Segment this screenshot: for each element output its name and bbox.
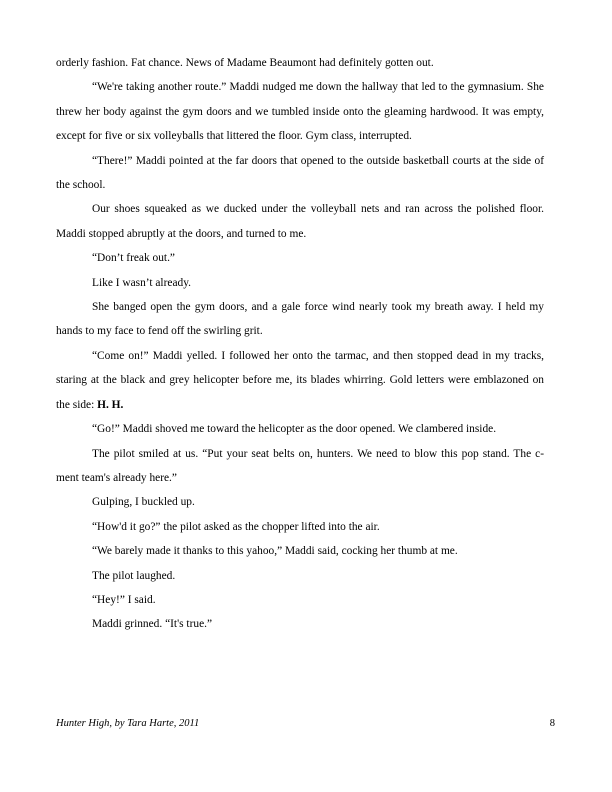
paragraph-10: The pilot smiled at us. “Put your seat belts on, hunters. We need to blow this pop stand. The c-ment team's already here.” [56,447,544,484]
paragraph-7: She banged open the gym doors, and a gale force wind nearly took my breath away. I held my hands to my face to fend off the swirling grit. [56,301,544,338]
helicopter-letters: H. H. [97,398,124,411]
paragraph-9: “Go!” Maddi shoved me toward the helicopter as the door opened. We clambered inside. [92,423,497,436]
paragraph-5: “Don’t freak out.” [92,252,175,265]
paragraph-15: “Hey!” I said. [92,593,156,606]
paragraph-16: Maddi grinned. “It's true.” [92,618,213,631]
paragraph-1: orderly fashion. Fat chance. News of Madame Beaumont had definitely gotten out. [56,57,434,69]
page-number: 8 [549,718,555,729]
paragraph-3: “There!” Maddi pointed at the far doors that opened to the outside basketball courts at the side of the school. [56,154,544,192]
paragraph-13: “We barely made it thanks to this yahoo,” Maddi said, cocking her thumb at me. [92,545,458,558]
page-footer [56,718,555,729]
paragraph-14: The pilot laughed. [92,569,176,582]
paragraph-8: “Come on!” Maddi yelled. I followed her onto the tarmac, and then stopped dead in my tracks, staring at the black and grey helicopter before me, its blades whirring. Gold letters were emblazoned on the side: H. H. [56,349,544,411]
paragraph-4: Our shoes squeaked as we ducked under the volleyball nets and ran across the polished floor. Maddi stopped abruptly at the doors, and turned to me. [56,203,544,240]
body-text [56,51,544,637]
paragraph-2: “We're taking another route.” Maddi nudged me down the hallway that led to the gymnasium. She threw her body against the gym doors and we tumbled inside onto the gleaming hardwood. It was empty, except for five or six volleyballs that littered the floor. Gym class, interrupted. [56,81,544,143]
footer-title: Hunter High, by Tara Harte, 2011 [56,718,200,729]
paragraph-6: Like I wasn’t already. [92,276,191,289]
paragraph-11: Gulping, I buckled up. [92,496,195,509]
paragraph-12: “How'd it go?” the pilot asked as the chopper lifted into the air. [92,520,380,533]
